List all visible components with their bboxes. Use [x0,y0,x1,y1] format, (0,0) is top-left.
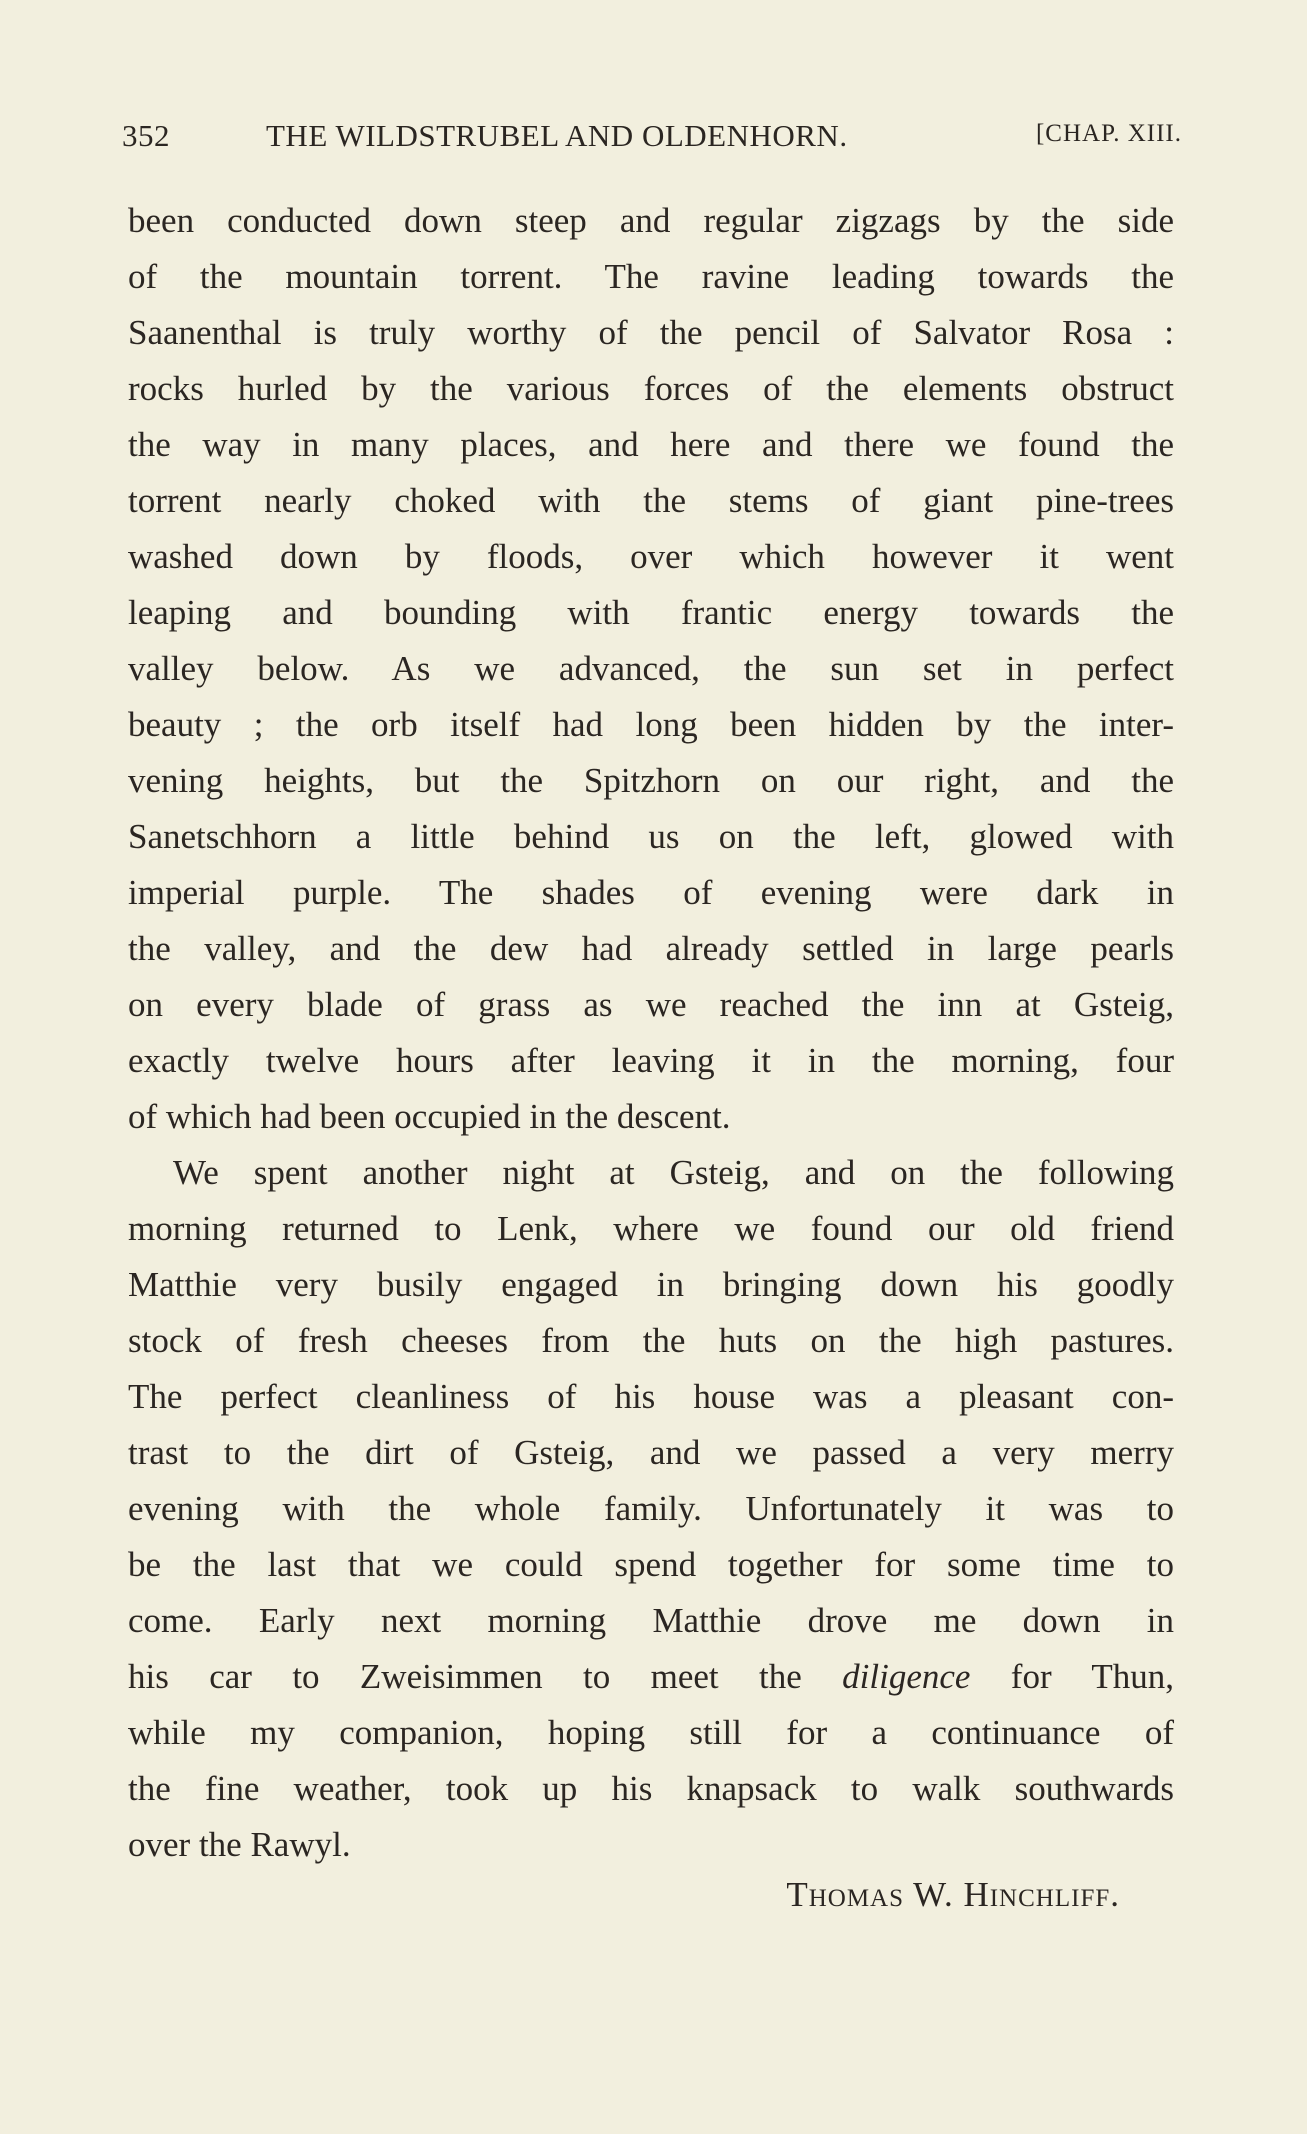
text-fragment: for Thun, [970,1657,1174,1696]
text-line: of the mountain torrent. The ravine leading towards the [128,257,1174,296]
text-line: beauty ; the orb itself had long been hidden by the inter- [128,705,1174,744]
text-line: the valley, and the dew had already settled in large pearls [128,929,1174,968]
text-line: We spent another night at Gsteig, and on the following [173,1153,1174,1192]
text-line: on every blade of grass as we reached the inn at Gsteig, [128,985,1174,1024]
paragraph-1 [128,193,1174,1145]
text-line: of which had been occupied in the descent. [128,1097,731,1136]
text-line: Saanenthal is truly worthy of the pencil of Salvator Rosa : [128,313,1174,352]
text-line: washed down by floods, over which however it went [128,537,1174,576]
text-line: morning returned to Lenk, where we found our old friend [128,1209,1174,1248]
text-line: over the Rawyl. [128,1825,351,1864]
text-line: torrent nearly choked with the stems of giant pine-trees [128,481,1174,520]
text-line: The perfect cleanliness of his house was a pleasant con- [128,1377,1174,1416]
text-line: come. Early next morning Matthie drove me down in [128,1601,1174,1640]
text-line-with-italic [128,1649,1174,1705]
paragraph-2 [128,1145,1174,1873]
text-line: been conducted down steep and regular zigzags by the side [128,201,1174,240]
text-line: valley below. As we advanced, the sun set in perfect [128,649,1174,688]
text-line: imperial purple. The shades of evening were dark in [128,873,1174,912]
body-text [128,193,1174,1873]
page-header [122,118,1182,158]
text-line: exactly twelve hours after leaving it in the morning, four [128,1041,1174,1080]
author-signature: Thomas W. Hinchliff. [786,1875,1120,1914]
text-line: evening with the whole family. Unfortunately it was to [128,1489,1174,1528]
text-line: stock of fresh cheeses from the huts on the high pastures. [128,1321,1174,1360]
text-line: rocks hurled by the various forces of the elements obstruct [128,369,1174,408]
text-line: trast to the dirt of Gsteig, and we passed a very merry [128,1433,1174,1472]
chapter-reference: [CHAP. XIII. [1035,120,1182,147]
text-line: vening heights, but the Spitzhorn on our right, and the [128,761,1174,800]
page-number: 352 [122,118,170,153]
text-line: the fine weather, took up his knapsack to walk southwards [128,1769,1174,1808]
text-line: the way in many places, and here and there we found the [128,425,1174,464]
text-fragment: his car to Zweisimmen to meet the [128,1657,843,1696]
text-line: Matthie very busily engaged in bringing down his goodly [128,1265,1174,1304]
running-title: THE WILDSTRUBEL AND OLDENHORN. [266,118,848,153]
text-line: be the last that we could spend together for some time to [128,1545,1174,1584]
italic-word: diligence [842,1657,971,1696]
text-line: while my companion, hoping still for a continuance of [128,1713,1174,1752]
text-line: Sanetschhorn a little behind us on the left, glowed with [128,817,1174,856]
text-line: leaping and bounding with frantic energy towards the [128,593,1174,632]
